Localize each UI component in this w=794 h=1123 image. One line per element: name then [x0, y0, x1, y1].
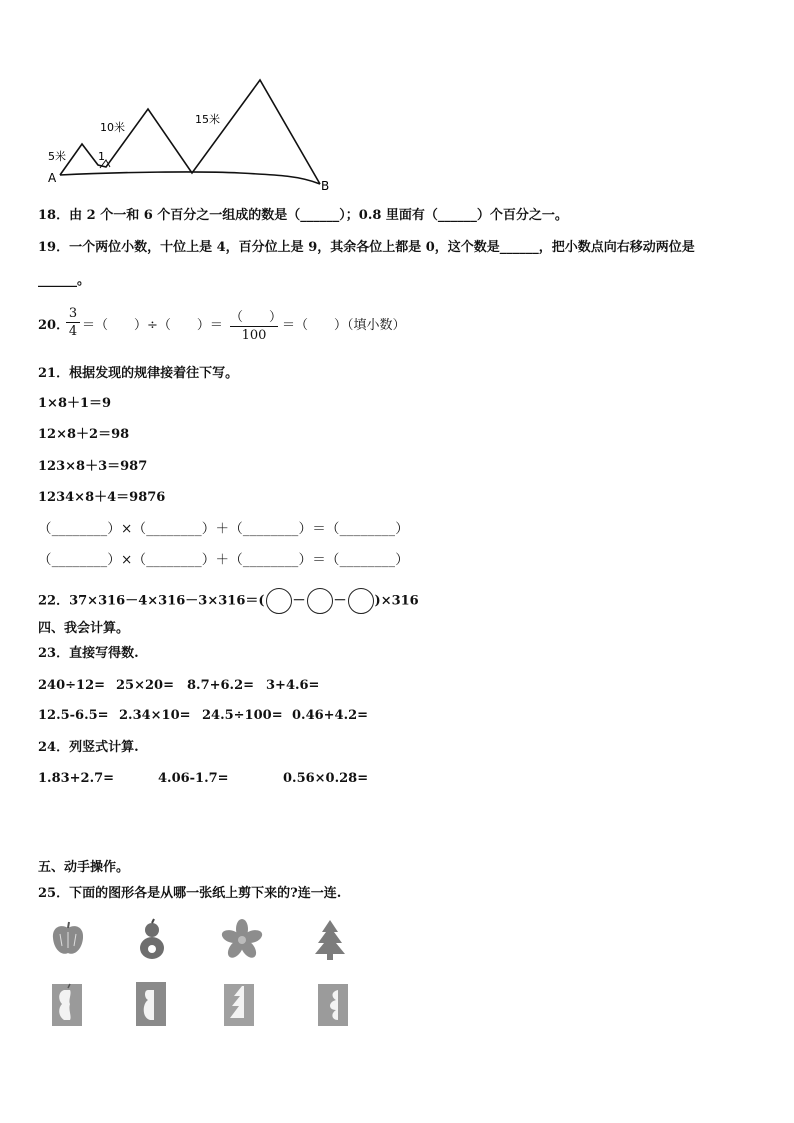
q20-fraction-100	[230, 306, 283, 343]
q22-op2: －	[333, 593, 347, 609]
section-5-heading: 五、动手操作。	[38, 860, 130, 875]
q21-line-2: 12×8＋2＝98	[38, 427, 130, 442]
q21-blank-line-1: （________）×（________）＋（________）＝（________）	[38, 521, 409, 537]
answer-circle-3[interactable]	[348, 588, 374, 614]
q20-frac2-denominator: 100	[241, 328, 267, 343]
q24-item3: 0.56×0.28=	[283, 771, 369, 786]
ground-line	[60, 172, 320, 184]
q24-item2: 4.06-1.7=	[158, 771, 229, 786]
q22-prefix: 22．37×316－4×316－3×316＝(	[38, 593, 265, 609]
gourd-shape[interactable]	[132, 918, 172, 962]
answer-circle-2[interactable]	[307, 588, 333, 614]
question-21-title: 21．根据发现的规律接着往下写。	[38, 366, 239, 381]
answer-circle-1[interactable]	[266, 588, 292, 614]
q20-frac2-numerator: （ ）	[230, 310, 283, 325]
q21-blank-line-2: （________）×（________）＋（________）＝（________）	[38, 552, 409, 568]
q23-row2-item3: 24.5÷100=	[202, 708, 283, 723]
question-25-title: 25．下面的图形各是从哪一张纸上剪下来的?连一连.	[38, 886, 342, 901]
q20-frac-numerator: 3	[68, 306, 78, 321]
tree-cut-paper[interactable]	[222, 982, 256, 1028]
apple-shape[interactable]	[48, 920, 88, 960]
q20-frac-denominator: 4	[68, 324, 78, 339]
q20-fraction-3-4	[66, 306, 80, 339]
q23-row1-item3: 8.7+6.2=	[187, 678, 255, 693]
apple-cut-paper[interactable]	[50, 982, 84, 1028]
question-18: 18．由 2 个一和 6 个百分之一组成的数是（______）；0.8 里面有（______）个百分之一。	[38, 208, 568, 223]
q23-row1-item2: 25×20=	[116, 678, 174, 693]
flower-cut-paper[interactable]	[316, 982, 350, 1028]
q21-line-3: 123×8＋3＝987	[38, 459, 148, 474]
question-24-title: 24．列竖式计算.	[38, 740, 139, 755]
label-5m: 5米	[48, 150, 66, 163]
gourd-cut-paper[interactable]	[134, 980, 168, 1028]
q20-tail: ＝（ ）（填小数）	[282, 318, 406, 333]
q23-row2-item1: 12.5-6.5=	[38, 708, 109, 723]
q21-line-1: 1×8＋1＝9	[38, 396, 112, 411]
label-B: B	[321, 179, 330, 193]
q23-row1-item1: 240÷12=	[38, 678, 106, 693]
label-10m: 10米	[100, 121, 125, 134]
q23-row2-item2: 2.34×10=	[119, 708, 191, 723]
flower-shape[interactable]	[220, 918, 264, 962]
question-19-line2: ______。	[38, 273, 91, 288]
q23-row1-item4: 3+4.6=	[266, 678, 320, 693]
q22-op1: －	[292, 593, 306, 609]
question-23-title: 23．直接写得数.	[38, 646, 139, 661]
q22-suffix: )×316	[374, 593, 419, 609]
question-19-line1: 19．一个两位小数，十位上是 4，百分位上是 9，其余各位上都是 0，这个数是______，把小数点向右移动两位是	[38, 240, 695, 255]
q21-line-4: 1234×8＋4＝9876	[38, 490, 166, 505]
tree-shape[interactable]	[312, 918, 348, 962]
section-4-heading: 四、我会计算。	[38, 621, 130, 636]
q24-item1: 1.83+2.7=	[38, 771, 115, 786]
mountain-outline	[60, 80, 320, 184]
q20-middle: ＝（ ）÷（ ）＝	[82, 318, 223, 333]
q23-row2-item4: 0.46+4.2=	[292, 708, 369, 723]
label-1: 1	[98, 150, 105, 163]
label-A: A	[48, 171, 57, 185]
label-15m: 15米	[195, 113, 220, 126]
q20-number: 20．	[38, 318, 70, 333]
mountain-diagram	[40, 72, 340, 197]
question-22	[38, 588, 419, 614]
